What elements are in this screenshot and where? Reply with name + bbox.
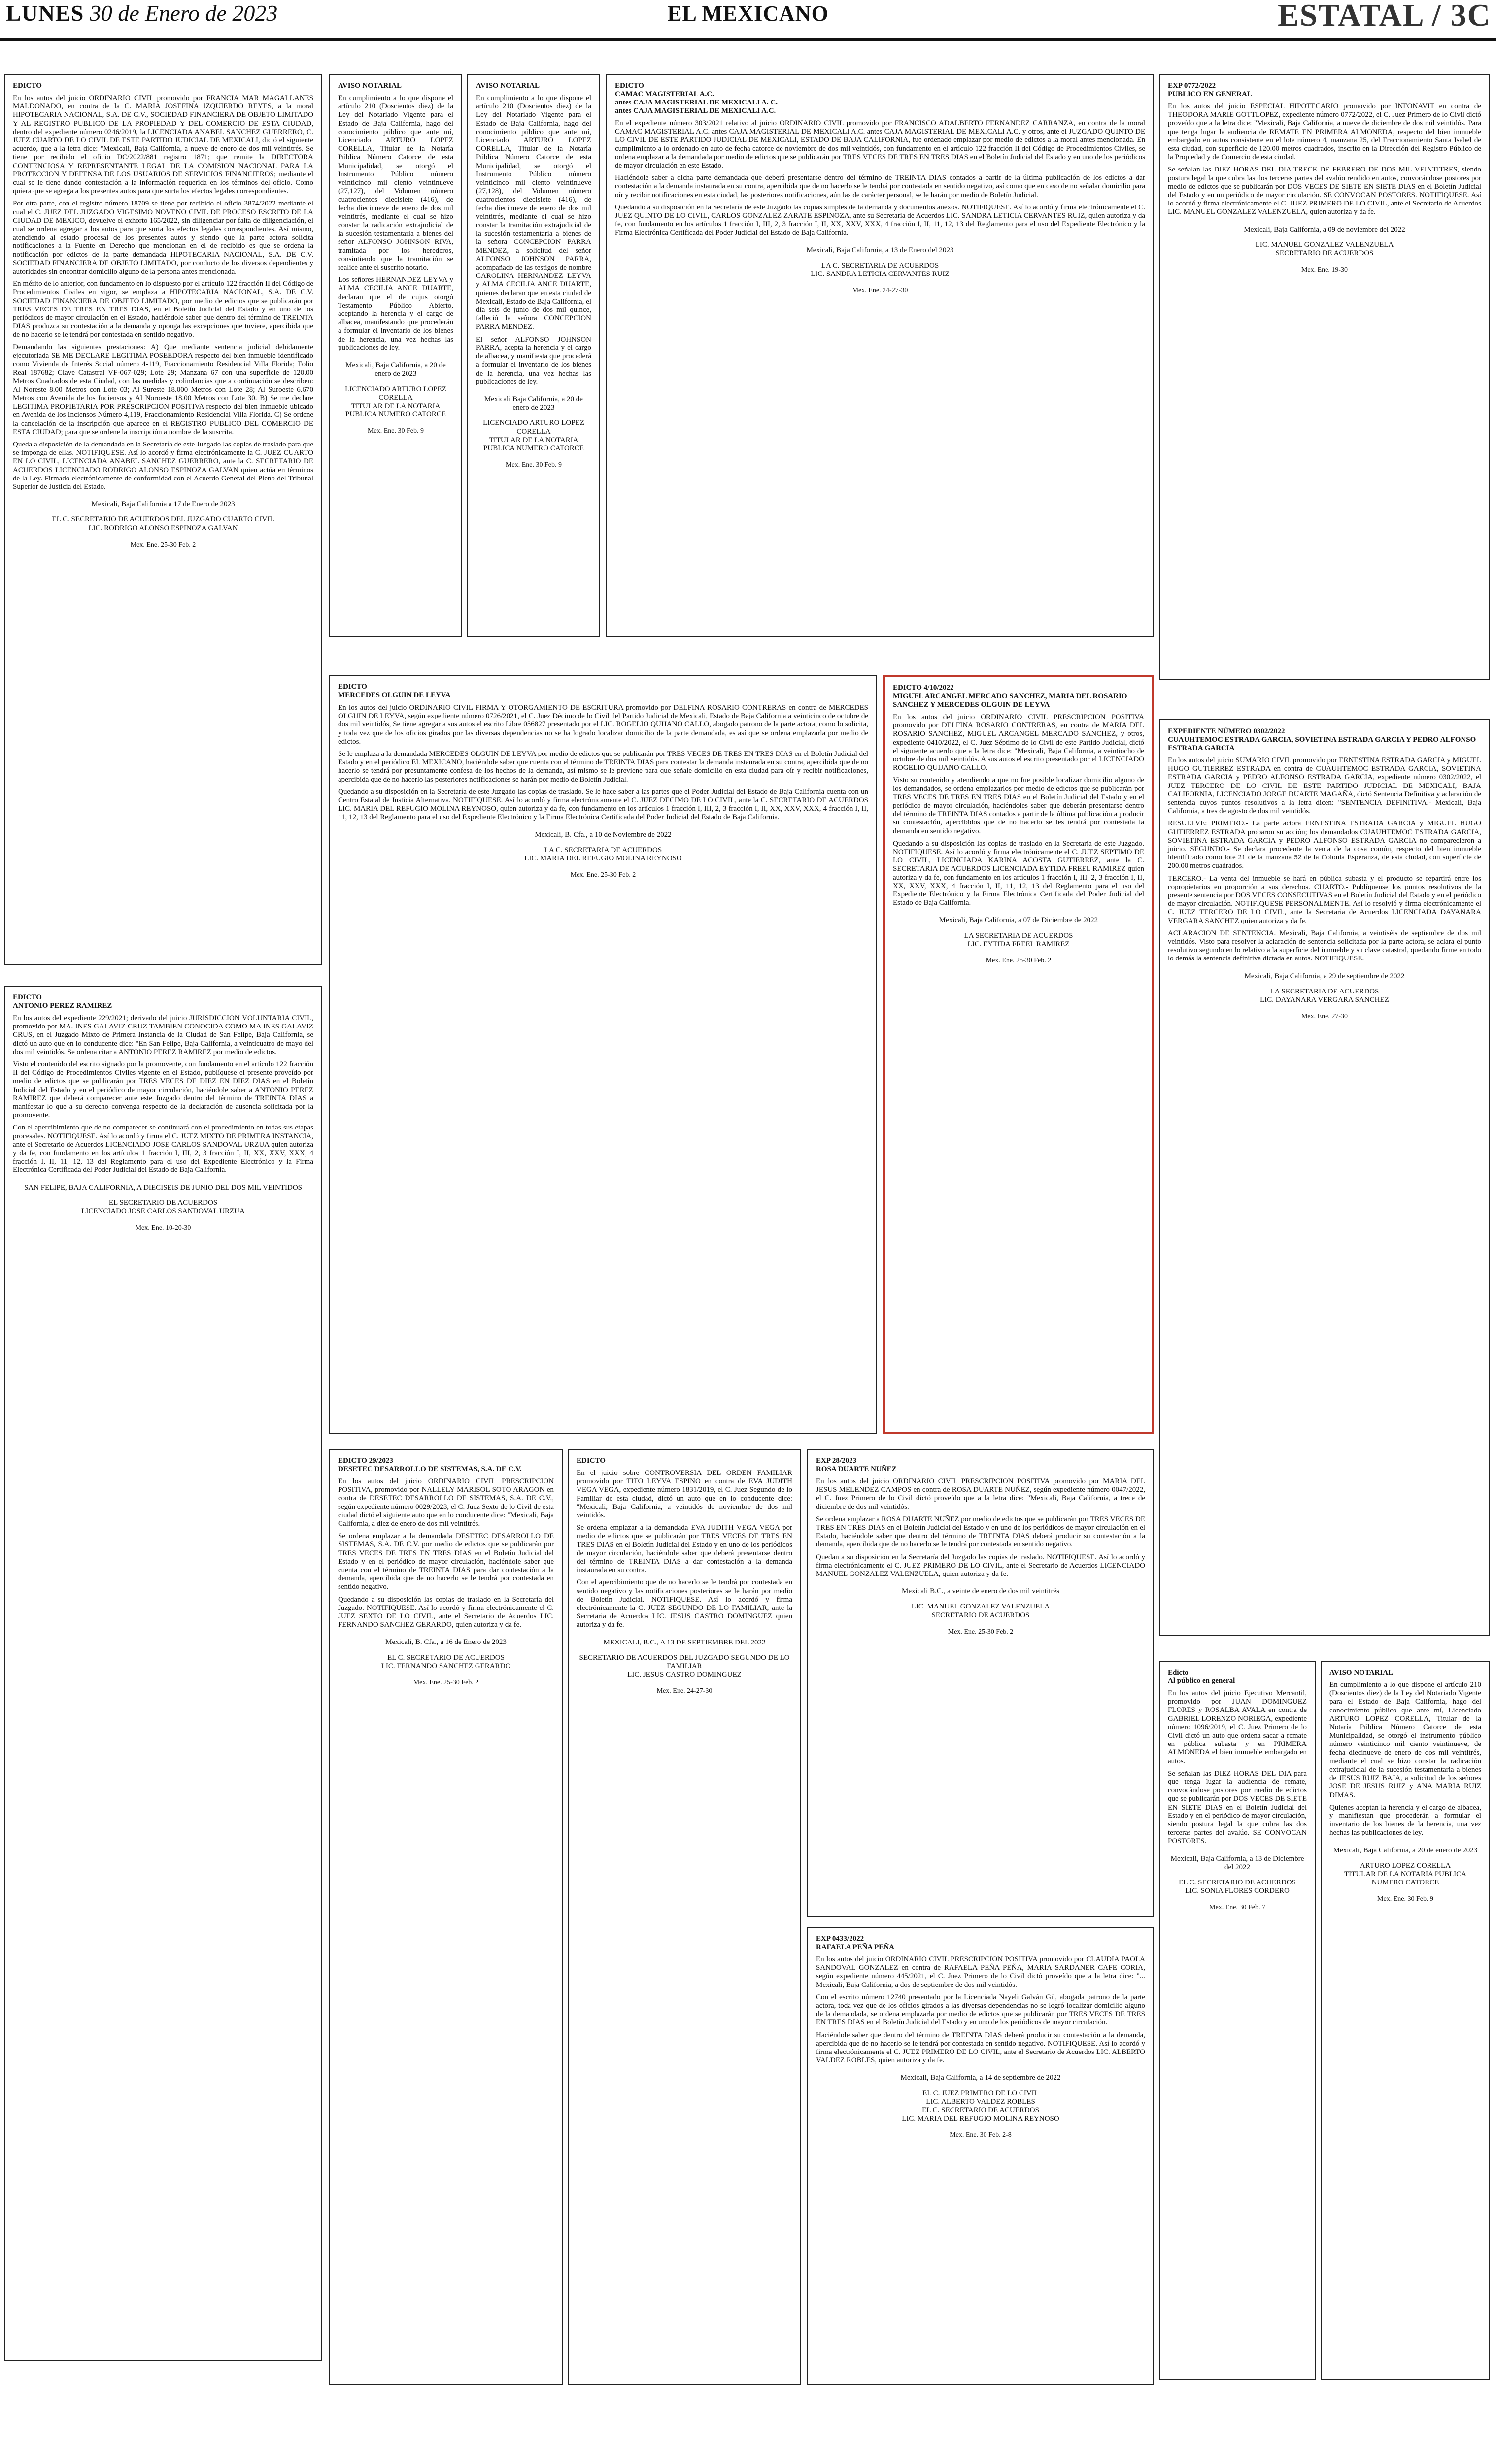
notice-heading [1168,1669,1307,1685]
notice-heading [816,1457,1145,1473]
notice-place-date: Mexicali, Baja California, a 20 de enero de 2023 [345,361,446,378]
notice-signature [13,1199,313,1216]
notice-place-date: Mexicali, Baja California a 17 de Enero de 2023 [91,500,235,509]
notice-paragraph: En los autos del juicio ORDINARIO CIVIL PRESCRIPCION POSITIVA promovido por CLAUDIA PAOLA SANDOVAL GONZALEZ en contra de RAFAELA PEÑA PEÑA, MARIA SARDANER CAFE CORIA, según expediente número 445/2021, el C. Juez Primero de lo Civil dictó proveído que a la letra dice: "... Mexicali, Baja California, a dos de septiembre de dos mil veintidós. [816,1955,1145,1989]
legal-notice [568,1449,801,2385]
notice-paragraph: Demandando las siguientes prestaciones: A) Que mediante sentencia judicial debidamente ejecutoriada SE ME DECLARE LEGITIMA POSEEDORA respecto del bien inmueble identificado como Vivienda de Interés Social número 4-119, Fraccionamiento Residencial Villa Florida; Folio Real 187682; Clave Catastral VF-067-029; Lote 29; Manzana 67 con una superficie de 120.00 Metros Cuadrados de esta Ciudad, con las medidas y colindancias que a continuación se describen: Al Noreste 8.00 Metros con Lote 03; Al Sureste 18.000 Metros con Lote 28; Al Suroeste 6.670 Metros con Avenida de los Inciensos y Al Noroeste 18.00 Metros con Lote 30. B) Se me declare LEGITIMA PROPIETARIA POR PRESCRIPCION POSITIVA respecto del bien inmueble ubicado en Avenida de los Inciensos Número 4,119, Fraccionamiento Residencial Villa Florida. C) Se ordene la cancelación de la inscripción que aparece en el REGISTRO PUBLICO DEL COMERCIO DE ESTA CIUDAD; para que se ordene la inscripción a nombre de la suscrita. [13,343,313,436]
notice-signature [1168,1879,1307,1895]
notice-heading-line: antes CAJA MAGISTERIAL DE MEXICALI A.C. [615,107,776,115]
signature-line: EL C. JUEZ PRIMERO DE LO CIVIL [922,2089,1039,2097]
publication-dates: Mex. Ene. 30 Feb. 9 [506,461,562,469]
notice-heading [577,1457,792,1465]
notice-paragraph: Quedando a su disposición en la Secretaría de este Juzgado las copias de traslado. Se le hace saber a las partes que el Poder Judicial del Estado de Baja California cuenta con un Centro Estatal de Justicia Alternativa. NOTIFIQUESE. Así lo acordó y firma electrónicamente el C. JUEZ DECIMO DE LO CIVIL, ante la C. SECRETARIO DE ACUERDOS LIC. MARIA DEL REFUGIO MOLINA REYNOSO, quien autoriza y da fe, con fundamento en los artículos 1 fracción I, III, 2, 3 fracción I, II, XX, XXV, XXX, 4 fracción I, II, 11, 12, 13 del Reglamento para el uso del Expediente Electrónico y la Firma Electrónica Certificada del Poder Judicial del Estado de Baja California. [338,787,868,821]
notice-place-date: Mexicali, B. Cfa., a 16 de Enero de 2023 [385,1638,507,1646]
notice-paragraph: Visto su contenido y atendiendo a que no fue posible localizar domicilio alguno de los demandados, se ordena emplazarlos por medio de edictos que se publicarán por TRES VECES DE TRES EN TRES DIAS en el Boletín Judicial del Estado y en el periódico de mayor circulación, haciéndoles saber que deberán presentarse dentro del término de TREINTA DIAS contados a partir de la última publicación a producir su contestación, apercibidos que de no hacerlo se les tendrá por contestada la demanda en sentido negativo. [893,776,1144,835]
notice-heading-line: AVISO NOTARIAL [1329,1669,1394,1677]
signature-line: LIC. MANUEL GONZALEZ VALENZUELA [1255,240,1394,249]
signature-line: LIC. ALBERTO VALDEZ ROBLES [926,2097,1035,2106]
notice-paragraph: En los autos del juicio ORDINARIO CIVIL FIRMA Y OTORGAMIENTO DE ESCRITURA promovido por DELFINA ROSARIO CONTRERAS en contra de MERCEDES OLGUIN DE LEYVA, según expediente número 0726/2021, el C. Juez Décimo de lo Civil del Partido Judicial de Mexicali, Estado de Baja California a veinticinco de octubre de dos mil veintidós, Se tiene agregar a sus autos el escrito Libre 056827 presentado por el LIC. ROGELIO QUIJANO CALLO, abogado patrono de la parte actora, como lo solicita, y toda vez que de los oficios girados por las diversas dependencias no se ha logrado localizar domicilio de la parte demandada, es así que se ordena emplazarla por medio de edictos. [338,704,868,746]
publication-dates: Mex. Ene. 30 Feb. 9 [1377,1895,1433,1903]
notice-heading-line: AVISO NOTARIAL [476,82,540,90]
issue-date-text: 30 de Enero de 2023 [89,0,278,26]
publication-dates: Mex. Ene. 25-30 Feb. 2 [948,1628,1014,1636]
notice-paragraph: En cumplimiento a lo que dispone el artículo 210 (Doscientos diez) de la Ley del Notariado Vigente para el Estado de Baja California, hago del conocimiento público que ante mí, Licenciado ARTURO LOPEZ CORELLA, Titular de la Notaría Pública Número Catorce de esta Municipalidad, se otorgó el instrumento público número veinticinco mil ciento veintinueve, de fecha diecinueve de enero de dos mil veintitrés, mediante el cual se hizo constar la radicación extrajudicial de la sucesión testamentaria a bienes de JESUS RUIZ BAJA, a solicitud de los señores JOSE DE JESUS RUIZ y ANA MARIA RUIZ DIMAS. [1329,1681,1481,1799]
legal-notice [807,1449,1154,1917]
notice-heading [13,82,313,90]
notice-paragraph: Haciéndole saber a dicha parte demandada que deberá presentarse dentro del término de TREINTA DIAS contados a partir de la última publicación de los edictos a dar contestación a la demanda instaurada en su contra, apercibida que de no hacerlo se le tendrá por contestada en sentido negativo, así como que en caso de no señalar domicilio para oír y recibir notificaciones en esta ciudad, las posteriores notificaciones, aún las de carácter personal, se le harán por medio de Boletín Judicial. [615,174,1145,199]
signature-line: LIC. SANDRA LETICIA CERVANTES RUIZ [811,270,950,278]
notice-paragraph: TERCERO.- La venta del inmueble se hará en pública subasta y el producto se repartirá entre los copropietarios en proporción a sus derechos. CUARTO.- Publíquense los puntos resolutivos de la presente sentencia por DOS VECES CONSECUTIVAS en el Boletín Judicial del Estado y en el periódico de mayor circulación. NOTIFIQUESE PERSONALMENTE. Así lo resolvió y firma electrónicamente el C. JUEZ TERCERO DE LO CIVIL, ante la Secretaria de Acuerdos LICENCIADA DAYANARA VERGARA SANCHEZ quien autoriza y da fe. [1168,874,1481,925]
notice-paragraph: Queda a disposición de la demandada en la Secretaría de este Juzgado las copias de traslado para que se imponga de ellas. NOTIFIQUESE. Así lo acordó y firma electrónicamente la C. JUEZ CUARTO EN LO CIVIL, LICENCIADA ANABEL SANCHEZ GUERRERO, ante la C. SECRETARIO DE ACUERDOS LICENCIADO RODRIGO ALONSO ESPINOZA GALVAN quien actúa en términos de la Ley. Firmado electrónicamente de conformidad con el Acuerdo General del Pleno del Tribunal Superior de Justicia del Estado. [13,440,313,491]
publication-dates: Mex. Ene. 25-30 Feb. 2 [130,541,196,548]
publication-dates: Mex. Ene. 30 Feb. 9 [368,427,424,435]
notice-heading [1168,727,1481,753]
signature-line: LIC. MARIA DEL REFUGIO MOLINA REYNOSO [902,2115,1059,2123]
notice-heading [338,1457,554,1473]
publication-dates: Mex. Ene. 25-30 Feb. 2 [413,1679,479,1687]
notice-paragraph: En el expediente número 303/2021 relativo al juicio ORDINARIO CIVIL promovido por FRANCISCO ADALBERTO FERNANDEZ CARRANZA, en contra de la moral CAMAC MAGISTERIAL A.C. antes CAJA MAGISTERIAL DE MEXICALI A.C. antes CAJA MAGISTERIAL DE MEXICALI A.C. y otros, ante el JUZGADO QUINTO DE LO CIVIL DE ESTE PARTIDO JUDICIAL DE MEXICALI, ESTADO DE BAJA CALIFORNIA, fue ordenado emplazar por medio de edictos a la moral antes mencionada. En cumplimiento a lo ordenado en auto de fecha catorce de noviembre de dos mil veintidós, con fundamento en el artículo 122 fracción II del Código de Procedimientos Civiles, se ordena emplazar a la demandada por medio de edictos que se publicarán por TRES VECES DE TRES EN TRES DIAS en el Boletín Judicial del Estado y en uno de los periódicos de mayor circulación en este Estado. [615,119,1145,170]
notice-paragraph: Quedando a su disposición las copias de traslado en la Secretaría del Juzgado. NOTIFIQUESE. Así lo acordó y firma electrónicamente el C. JUEZ SEXTO DE LO CIVIL, ante el Secretario de Acuerdos LIC. FERNANDO SANCHEZ GERARDO, quien autoriza y da fe. [338,1595,554,1629]
publication-dates: Mex. Ene. 27-30 [1301,1013,1348,1021]
notice-paragraph: Se ordena emplazar a ROSA DUARTE NUÑEZ por medio de edictos que se publicarán por TRES VECES DE TRES EN TRES DIAS en el Boletín Judicial del Estado y en uno de los periódicos de mayor circulación en el Estado, haciéndole saber que dentro del término de TREINTA DIAS deberá producir su contestación a la demanda, apercibida que de no hacerlo se le tendrá por contestada en sentido negativo. [816,1515,1145,1549]
notice-heading-line: AVISO NOTARIAL [338,82,402,90]
notice-paragraph: RESUELVE: PRIMERO.- La parte actora ERNESTINA ESTRADA GARCIA y MIGUEL HUGO GUTIERREZ ESTRADA probaron su acción; los demandados CUAUHTEMOC ESTRADA GARCIA, SOVIETINA ESTRADA GARCIA y PEDRO ALFONSO ESTRADA GARCIA no comparecieron a juicio. SEGUNDO.- Se declara procedente la venta de la cosa común, respecto del bien inmueble identificado como lote 21 de la manzana 52 de la Colonia Esperanza, de esta ciudad, con superficie de 200.00 metros cuadrados. [1168,820,1481,870]
notice-paragraph: ACLARACION DE SENTENCIA. Mexicali, Baja California, a veintiséis de septiembre de dos mil veintidós. Visto para resolver la aclaración de sentencia solicitada por la parte actora, se aclara el punto resolutivo segundo en lo relativo a la superficie del inmueble y su clave catastral, quedando firme en todo lo demás la sentencia definitiva dictada en autos. NOTIFIQUESE. [1168,929,1481,963]
notice-heading-line: CAMAC MAGISTERIAL A.C. [615,90,714,98]
notice-heading-line: antes CAJA MAGISTERIAL DE MEXICALI A. C. [615,99,778,106]
notice-signature [1168,241,1481,258]
notice-paragraph: En los autos del juicio Ejecutivo Mercantil, promovido por JUAN DOMINGUEZ FLORES y ROSALBA AVALA en contra de GABRIEL LORENZO NORIEGA, expediente número 1096/2019, el C. Juez Primero de lo Civil dictó un auto que ordena sacar a remate en pública subasta y en PRIMERA ALMONEDA el bien inmueble embargado en autos. [1168,1689,1307,1765]
signature-line: LA C. SECRETARIA DE ACUERDOS [821,261,939,270]
publication-dates: Mex. Ene. 10-20-30 [135,1224,191,1232]
legal-notice [807,1927,1154,2385]
notice-heading [13,993,313,1010]
notice-paragraph: Con el escrito número 12740 presentado por la Licenciada Nayeli Galván Gil, abogada patrono de la parte actora, toda vez que de los oficios girados a las diversas dependencias no se logró localizar domicilio alguno de la demandada, se ordena emplazarla por medio de edictos que se publicarán por TRES VECES DE TRES EN TRES DIAS en el Boletín Judicial del Estado y en uno de los periódicos de mayor circulación. [816,1993,1145,2027]
notice-heading-line: EDICTO 29/2023 [338,1457,393,1465]
signature-line: EL C. SECRETARIO DE ACUERDOS DEL JUZGADO CUARTO CIVIL [52,515,274,524]
notice-body [1168,103,1481,217]
notice-signature [338,385,453,419]
notice-paragraph: Con el apercibimiento que de no hacerlo se le tendrá por contestada en sentido negativo y las notificaciones posteriores se le harán por medio de Boletín Judicial. NOTIFIQUESE. Así lo acordó y firma electrónicamente la C. JUEZ SEGUNDO DE LO FAMILIAR, ante la Secretaria de Acuerdos LIC. JESUS CASTRO DOMINGUEZ quien autoriza y da fe. [577,1578,792,1629]
notice-paragraph: Se ordena emplazar a la demandada EVA JUDITH VEGA VEGA por medio de edictos que se publicarán por TRES VECES DE TRES EN TRES DIAS en el Boletín Judicial del Estado y en uno de los periódicos de mayor circulación, haciéndole saber que deberá presentarse dentro del término de TREINTA DIAS a dar contestación a la demanda instaurada en su contra. [577,1524,792,1574]
notice-place-date: Mexicali, Baja California, a 13 de Enero del 2023 [806,246,954,254]
publication-dates: Mex. Ene. 25-30 Feb. 2 [986,957,1052,965]
notice-signature [338,846,868,863]
signature-line: SECRETARIO DE ACUERDOS [1275,249,1374,258]
signature-line: TITULAR DE LA NOTARIA PUBLICA NUMERO CATORCE [483,436,584,452]
signature-line: SECRETARIO DE ACUERDOS DEL JUZGADO SEGUNDO DE LO FAMILIAR [579,1653,790,1671]
signature-line: LICENCIADO ARTURO LOPEZ CORELLA [483,419,584,436]
notice-signature [893,932,1144,949]
legal-notice [329,74,462,637]
notice-heading-line: EDICTO [13,993,42,1001]
signature-line: SECRETARIO DE ACUERDOS [931,1611,1030,1619]
legal-notice [1159,719,1490,1636]
notice-heading [1329,1669,1481,1677]
signature-line: LIC. MARIA DEL REFUGIO MOLINA REYNOSO [524,855,682,863]
notice-signature [577,1654,792,1679]
issue-day: LUNES [6,0,84,26]
section-label: ESTATAL / 3C [1278,0,1491,33]
notice-heading [816,1935,1145,1951]
page-header [0,0,1496,42]
notice-heading-line: PUBLICO EN GENERAL [1168,90,1252,98]
notice-paragraph: Quedando a su disposición en la Secretaría de este Juzgado las copias simples de la demanda y documentos anexos. NOTIFIQUESE. Así lo acordó y firma electrónicamente el C. JUEZ QUINTO DE LO CIVIL, CARLOS GONZALEZ ZARATE ESPINOZA, ante su Secretaria de Acuerdos LIC. SANDRA LETICIA CERVANTES RUIZ, quien autoriza y da fe, con fundamento en los artículos 1 fracción I, III, 2, 3 fracción I, II, XX, XXV, XXX, 4 fracción I, II, 11, 12, 13 del Reglamento para el uso del Expediente Electrónico y la Firma Electrónica Certificada del Poder Judicial del Estado de Baja California. [615,203,1145,237]
notice-body [577,1469,792,1630]
legal-notice [329,1449,563,2385]
notice-heading-line: EDICTO 4/10/2022 [893,684,954,692]
publication-dates: Mex. Ene. 25-30 Feb. 2 [570,871,636,879]
notice-heading-line: Edicto [1168,1669,1189,1677]
notice-body [1329,1681,1481,1838]
notice-place-date: Mexicali, Baja California, a 14 de septiembre de 2022 [900,2074,1061,2082]
notice-body [816,1955,1145,2065]
notice-heading-line: EXPEDIENTE NÚMERO 0302/2022 [1168,727,1285,735]
signature-line: LIC. MANUEL GONZALEZ VALENZUELA [911,1603,1050,1611]
notice-paragraph: Se le emplaza a la demandada MERCEDES OLGUIN DE LEYVA por medio de edictos que se publicarán por TRES VECES DE TRES EN TRES DIAS en el Boletín Judicial del Estado y en el periódico EL MEXICANO, haciéndole saber que cuenta con el término de TREINTA DIAS para contestar la demanda instaurada en su contra, apercibida que de no hacerlo se tendrá por presuntamente confesa de los hechos de la demanda, así mismo se le previene para que señale domicilio en esta ciudad para oír y recibir notificaciones, apercibida que de no hacerlo las posteriores notificaciones se harán por medio de Boletín Judicial. [338,750,868,784]
notice-paragraph: Se ordena emplazar a la demandada DESETEC DESARROLLO DE SISTEMAS, S.A. DE C.V. por medio de edictos que se publicarán por TRES VECES DE TRES EN TRES DIAS en el Boletín Judicial del Estado y en el periódico de mayor circulación, haciéndole saber que cuenta con el término de TREINTA DIAS para dar contestación a la demanda, apercibida que de no hacerlo se le tendrá por contestada en sentido negativo. [338,1532,554,1591]
notice-heading-line: MIGUEL ARCANGEL MERCADO SANCHEZ, MARIA DEL ROSARIO SANCHEZ Y MERCEDES OLGUIN DE LEYVA [893,692,1127,709]
notice-heading-line: EDICTO [13,82,42,90]
notice-place-date: MEXICALI, B.C., A 13 DE SEPTIEMBRE DEL 2022 [603,1638,766,1646]
notice-heading-line: DESETEC DESARROLLO DE SISTEMAS, S.A. DE C.V. [338,1465,522,1473]
notice-body [1168,1689,1307,1846]
notice-heading-line: Al público en general [1168,1677,1235,1685]
legal-notice [883,675,1154,1434]
legal-notice [1159,1661,1316,2380]
signature-line: LA C. SECRETARIA DE ACUERDOS [544,846,662,854]
signature-line: EL C. SECRETARIO DE ACUERDOS [387,1653,505,1662]
notice-paragraph: Se señalan las DIEZ HORAS DEL DIA TRECE DE FEBRERO DE DOS MIL VEINTITRES, siendo postura legal la que cubra las dos terceras partes del avalúo rendido en autos, convocándose postores por medio de edictos que se publicarán por DOS VECES DE SIETE EN SIETE DIAS en el Boletín Judicial del Estado y en un periódico de mayor circulación. SE CONVOCAN POSTORES. NOTIFIQUESE. Así lo acordó y firma electrónicamente el C. JUEZ PRIMERO DE LO CIVIL, ante el Secretario de Acuerdos LIC. MANUEL GONZALEZ VALENZUELA, quien autoriza y da fe. [1168,166,1481,216]
notice-heading [1168,82,1481,99]
notice-heading [338,683,868,700]
signature-line: TITULAR DE LA NOTARIA PUBLICA NUMERO CATORCE [345,402,446,419]
notice-place-date: Mexicali, Baja California, a 09 de noviembre del 2022 [1244,225,1405,234]
notice-heading-line: EXP 0433/2022 [816,1935,864,1943]
notice-paragraph: En los autos del juicio ESPECIAL HIPOTECARIO promovido por INFONAVIT en contra de THEODORA MARIE GOTTLOPEZ, expediente número 0772/2022, el C. Juez Primero de lo Civil dictó proveído que a la letra dice: "Mexicali, Baja California, a nueve de diciembre de dos mil veintidós. Para que tenga lugar la audiencia de REMATE EN PRIMERA ALMONEDA, respecto del bien inmueble embargado en autos consistente en el lote número 4, manzana 25, del Fraccionamiento Santa Isabel de esta ciudad, con superficie de 120.00 metros cuadrados, inscrito en la Dirección del Registro Público de la Propiedad y de Comercio de esta ciudad. [1168,103,1481,162]
legal-notice [1159,74,1490,680]
notice-body [816,1477,1145,1578]
signature-line: EL SECRETARIO DE ACUERDOS [108,1198,218,1207]
signature-line: LIC. SONIA FLORES CORDERO [1185,1887,1290,1895]
signature-line: LIC. FERNANDO SANCHEZ GERARDO [381,1662,511,1670]
notice-paragraph: Visto el contenido del escrito signado por la promovente, con fundamento en el artículo 122 fracción II del Código de Procedimientos Civiles vigente en el Estado, publíquese el presente proveído por medio de edictos que se publicarán por TRES VECES DE DIEZ EN DIEZ DIAS en el Boletín Judicial del Estado y en el periódico de mayor circulación, haciéndole saber a ANTONIO PEREZ RAMIREZ que deberá comparecer ante este Juzgado dentro del término de TREINTA DIAS a manifestar lo que a su derecho convenga respecto de la declaración de ausencia solicitada por la promovente. [13,1061,313,1120]
notice-paragraph: El señor ALFONSO JOHNSON PARRA, acepta la herencia y el cargo de albacea, y manifiesta que procederá a formular el inventario de los bienes de la herencia, una vez hechas las publicaciones de ley. [476,335,591,386]
publication-dates: Mex. Ene. 30 Feb. 2-8 [950,2131,1012,2139]
notice-place-date: Mexicali, Baja California, a 07 de Diciembre de 2022 [939,916,1098,924]
notice-heading-line: EDICTO [615,82,644,90]
notice-body [1168,756,1481,963]
signature-line: LIC. DAYANARA VERGARA SANCHEZ [1260,996,1389,1004]
notice-heading-line: EDICTO [577,1457,606,1465]
notice-heading-line: EXP 0772/2022 [1168,82,1216,90]
legal-notice [606,74,1154,637]
legal-notice [1321,1661,1490,2380]
notice-signature [476,419,591,453]
signature-line: EL C. SECRETARIO DE ACUERDOS [922,2106,1039,2115]
notice-paragraph: En el juicio sobre CONTROVERSIA DEL ORDEN FAMILIAR promovido por TITO LEYVA ESPINO en contra de EVA JUDITH VEGA VEGA, expediente número 1831/2019, el C. Juez Segundo de lo Familiar de esta ciudad, dictó un auto que en lo conducente dice: "Mexicali, Baja California, a veintidós de noviembre de dos mil veintidós. [577,1469,792,1520]
signature-line: LIC. JESUS CASTRO DOMINGUEZ [627,1671,742,1679]
notice-body [13,1014,313,1175]
notice-paragraph: En cumplimiento a lo que dispone el artículo 210 (Doscientos diez) de la Ley del Notariado Vigente para el Estado de Baja California, hago del conocimiento público que ante mí, Licenciado ARTURO LOPEZ CORELLA, Titular de la Notaría Pública Número Catorce de esta Municipalidad, se otorgó el Instrumento Público número veinticinco mil ciento veintinueve (27,128), del Volumen número cuatrocientos diecisiete (416), de fecha diecinueve de enero de dos mil veintitrés, mediante el cual se hizo constar la tramitación extrajudicial de la sucesión testamentaria a bienes de la señora CONCEPCION PARRA MENDEZ, a solicitud del señor ALFONSO JOHNSON PARRA, acompañado de las testigos de nombre CAROLINA HERNANDEZ LEYVA y ALMA CECILIA ANCE DUARTE, quienes declaran que en esta ciudad de Mexicali, Estado de Baja California, el día seis de junio de dos mil quince, falleció la señora CONCEPCION PARRA MENDEZ. [476,94,591,331]
notice-paragraph: En los autos del juicio ORDINARIO CIVIL promovido por FRANCIA MAR MAGALLANES MALDONADO, en contra de la C. MARIA JOSEFINA IZQUIERDO REYES, a la moral HIPOTECARIA NACIONAL, S.A. DE C.V., SOCIEDAD FINANCIERA DE OBJETO LIMITADO Y AL REGISTRO PUBLICO DE LA PROPIEDAD Y DEL COMERCIO DE ESTA CIUDAD, dentro del expediente número 0246/2019, la LICENCIADA ANABEL SANCHEZ GUERRERO, C. JUEZ CUARTO DE LO CIVIL DE ESTE PARTIDO JUDICIAL DE MEXICALI, dictó el siguiente acuerdo, que a la letra dice: "Mexicali, Baja California, a nueve de enero de dos mil veintitrés. Se tiene por recibido el oficio DC/2022/881 registro 1871; que remite la DIRECTORA CONTENCIOSA Y REPRESENTANTE LEGAL DE LA COMISION NACIONAL PARA LA PROTECCION Y DEFENSA DE LOS USUARIOS DE SERVICIOS FINANCIEROS; mediante el cual se le tiene dando contestación a la información requerida en los términos del oficio. Como quiera que se agrega a los presentes autos para que surta los efectos legales correspondientes. [13,94,313,196]
notice-paragraph: En mérito de lo anterior, con fundamento en lo dispuesto por el artículo 122 fracción II del Código de Procedimientos Civiles en vigor, se emplaza a HIPOTECARIA NACIONAL, S.A. DE C.V. SOCIEDAD FINANCIERA DE OBJETO LIMITADO, por medio de edictos que se publicarán por TRES VECES DE TRES EN TRES DIAS, en el Boletín Judicial del Estado y en uno de los periódicos de mayor circulación en el Estado, haciéndole saber que dentro del término de TREINTA DIAS produzca su contestación a la demanda y oponga las excepciones que tuviere, apercibida que de no hacerlo se le tendrá por contestada en sentido negativo. [13,280,313,339]
signature-line: LA SECRETARIA DE ACUERDOS [1270,987,1379,995]
signature-line: LA SECRETARIA DE ACUERDOS [964,931,1073,940]
notice-paragraph: Quedan a su disposición en la Secretaría del Juzgado las copias de traslado. NOTIFIQUESE. Así lo acordó y firma electrónicamente el C. JUEZ PRIMERO DE LO CIVIL, ante el Secretario de Acuerdos LICENCIADO MANUEL GONZALEZ VALENZUELA, quien autoriza y da fe. [816,1553,1145,1578]
notice-paragraph: Los señores HERNANDEZ LEYVA y ALMA CECILIA ANCE DUARTE, declaran que el de cujus otorgó Testamento Público Abierto, aceptando la herencia y el cargo de albacea, manifestando que procederán a formular el inventario de los bienes de la herencia, una vez hechas las publicaciones de ley. [338,276,453,352]
notice-heading-line: CUAUHTEMOC ESTRADA GARCIA, SOVIETINA ESTRADA GARCIA Y PEDRO ALFONSO ESTRADA GARCIA [1168,736,1476,752]
signature-line: ARTURO LOPEZ CORELLA [1360,1861,1451,1870]
legal-notice [4,986,322,2361]
notice-heading-line: ANTONIO PEREZ RAMIREZ [13,1002,112,1010]
notice-signature [816,2089,1145,2123]
notice-heading-line: EDICTO [338,683,367,691]
notice-body [893,713,1144,907]
notice-paragraph: Quienes aceptan la herencia y el cargo de albacea, y manifiestan que procederán a formular el inventario de los bienes de la herencia, una vez hechas las publicaciones de ley. [1329,1803,1481,1837]
notice-place-date: Mexicali B.C., a veinte de enero de dos mil veintitrés [902,1587,1059,1596]
legal-notice [4,74,322,965]
notice-body [615,119,1145,238]
signature-line: LIC. RODRIGO ALONSO ESPINOZA GALVAN [88,524,238,532]
notice-paragraph: Quedando a su disposición las copias de traslado en la Secretaría de este Juzgado. NOTIFIQUESE. Así lo acordó y firma electrónicamente el C. JUEZ SEPTIMO DE LO CIVIL, LICENCIADA KARINA ACOSTA GUTIERREZ, ante la C. SECRETARIA DE ACUERDOS LICENCIADA EYTIDA FREEL RAMIREZ quien autoriza y da fe, con fundamento en los artículos 1 fracción I, III, 2, 3 fracción I, II, XX, XXV, XXX, 4 fracción I, II, 11, 12, 13 del Reglamento para el uso del Expediente Electrónico y la Firma Electrónica Certificada del Poder Judicial del Estado de Baja California. [893,839,1144,907]
notice-heading [893,684,1144,709]
signature-line: TITULAR DE LA NOTARIA PUBLICA NUMERO CATORCE [1344,1870,1466,1887]
publication-dates: Mex. Ene. 30 Feb. 7 [1209,1904,1265,1912]
publication-dates: Mex. Ene. 24-27-30 [656,1687,713,1695]
notice-paragraph: En los autos del juicio ORDINARIO CIVIL PRESCRIPCION POSITIVA promovido por MARIA DEL JESUS MELENDEZ CAMPOS en contra de ROSA DUARTE NUÑEZ, según expediente número 0047/2022, el C. Juez Primero de lo Civil dictó proveído que a la letra dice: "Mexicali, Baja California, a trece de diciembre de dos mil veintidós. [816,1477,1145,1511]
notice-paragraph: En los autos del juicio ORDINARIO CIVIL PRESCRIPCION POSITIVA, promovido por NALLELY MARISOL SOTO ARAGON en contra de DESETEC DESARROLLO DE SISTEMAS, S.A. DE C.V., según expediente número 0029/2023, el C. Juez Sexto de lo Civil de esta ciudad dictó el siguiente auto que en lo conducente dice: "Mexicali, Baja California, a diez de enero de dos mil veintitrés. [338,1477,554,1528]
publication-dates: Mex. Ene. 24-27-30 [852,287,908,295]
notice-heading [476,82,591,90]
notice-heading [338,82,453,90]
notice-place-date: SAN FELIPE, BAJA CALIFORNIA, A DIECISEIS DE JUNIO DEL DOS MIL VEINTIDOS [24,1183,303,1192]
notice-paragraph: En los autos del expediente 229/2021; derivado del juicio JURISDICCION VOLUNTARIA CIVIL, promovido por MA. INES GALAVIZ CRUZ TAMBIEN CONOCIDA COMO MA INES GALAVIZ CRUS, en el Juzgado Mixto de Primera Instancia de la Ciudad de San Felipe, Baja California, se dictó un auto que en lo conducente dice: "En San Felipe, Baja California, a veinticuatro de mayo del dos mil veintidós. Se ordena citar a ANTONIO PEREZ RAMIREZ por medio de edictos. [13,1014,313,1056]
notice-heading-line: MERCEDES OLGUIN DE LEYVA [338,691,451,699]
notice-paragraph: En los autos del juicio ORDINARIO CIVIL PRESCRIPCION POSITIVA promovido por DELFINA ROSARIO CONTRERAS, en contra de MARIA DEL ROSARIO SANCHEZ, MIGUEL ARCANGEL MERCADO SANCHEZ, y otros, expediente 0410/2022, el C. Juez Séptimo de lo Civil de este Partido Judicial, dictó el siguiente acuerdo que a la letra dice: "Mexicali, Baja California, a veintiocho de octubre de dos mil veintidós. A sus autos el escrito presentado por el LICENCIADO ROGELIO QUIJANO CALLO. [893,713,1144,772]
notice-body [476,94,591,386]
notice-body [338,94,453,352]
notice-place-date: Mexicali, Baja California, a 13 de Diciembre del 2022 [1170,1854,1304,1871]
notice-place-date: Mexicali, B. Cfa., a 10 de Noviembre de 2022 [535,830,672,839]
notice-heading-line: RAFAELA PEÑA PEÑA [816,1943,894,1951]
notice-paragraph: En cumplimiento a lo que dispone el artículo 210 (Doscientos diez) de la Ley del Notariado Vigente para el Estado de Baja California, hago del conocimiento público que ante mí, Licenciado ARTURO LOPEZ CORELLA, Titular de la Notaría Pública Número Catorce de esta Municipalidad, se otorgó el Instrumento Público número veinticinco mil ciento veintinueve (27,127), del Volumen número cuatrocientos diecisiete (416), de fecha diecinueve de enero de dos mil veintitrés, mediante el cual se hizo constar la radicación extrajudicial de la sucesión testamentaria a bienes del señor ALFONSO JOHNSON RIVA, tramitada por los herederos, consintiendo que la tramitación se realice ante el suscrito notario. [338,94,453,272]
signature-line: LICENCIADO ARTURO LOPEZ CORELLA [345,385,446,402]
notice-paragraph: Por otra parte, con el registro número 18709 se tiene por recibido el oficio 3874/2022 mediante el cual el C. JUEZ DEL JUZGADO VIGESIMO NOVENO CIVIL DE PROCESO ESCRITO DE LA CIUDAD DE MEXICO, devuelve el exhorto 165/2022, sin diligenciar por falta de diligenciación, el cual se ordena agregar a los autos para que surta los efectos legales correspondientes. Así mismo, atendiendo al estado procesal de los presentes autos y siendo que la parte actora solicita notificaciones a la Fuente en Derecho que mencionan en el de recibido es que se ordena la notificación por edictos de la parte demandada HIPOTECARIA NACIONAL, S.A. DE C.V. SOCIEDAD FINANCIERA DE OBJETO LIMITADO, por conducto de los diversos dependientes y autoridades sin encontrar domicilio alguno de la persona antes mencionada. [13,200,313,276]
signature-line: LIC. EYTIDA FREEL RAMIREZ [967,940,1070,948]
notice-place-date: Mexicali, Baja California, a 29 de septiembre de 2022 [1244,972,1405,980]
notice-paragraph: Con el apercibimiento que de no comparecer se continuará con el procedimiento en todas sus etapas procesales. NOTIFIQUESE. Así lo acordó y firma el C. JUEZ MIXTO DE PRIMERA INSTANCIA, ante el Secretario de Acuerdos LICENCIADO JOSE CARLOS SANDOVAL URZUA quien autoriza y da fe, con fundamento en los artículos 1 fracción I, III, 2, 3 fracción I, II, XX, XXV, XXX, 4 fracción I, II, 11, 12, 13 del Reglamento para el uso del Expediente Electrónico y la Firma Electrónica Certificada del Poder Judicial del Estado de Baja California. [13,1124,313,1174]
notice-place-date: Mexicali Baja California, a 20 de enero de 2023 [484,395,583,412]
notice-body [338,1477,554,1629]
notice-signature [13,515,313,532]
notice-signature [816,1603,1145,1619]
notice-signature [1329,1862,1481,1887]
notice-signature [338,1654,554,1671]
notice-place-date: Mexicali, Baja California, a 20 de enero de 2023 [1333,1846,1478,1854]
publication-dates: Mex. Ene. 19-30 [1301,266,1348,274]
notice-heading-line: EXP 28/2023 [816,1457,857,1465]
legal-notice [329,675,877,1434]
notice-paragraph: En los autos del juicio SUMARIO CIVIL promovido por ERNESTINA ESTRADA GARCIA y MIGUEL HUGO GUTIERREZ ESTRADA en contra de CUAUHTEMOC ESTRADA GARCIA, SOVIETINA ESTRADA GARCIA y PEDRO ALFONSO ESTRADA GARCIA, expediente número 0302/2022, el JUEZ TERCERO DE LO CIVIL DE ESTE PARTIDO JUDICIAL DE MEXICALI, BAJA CALIFORNIA, LICENCIADO JORGE DUARTE MAGAÑA, dictó Sentencia Definitiva y aclaración de sentencia cuyos puntos resolutivos a la letra dicen: "SENTENCIA DEFINITIVA.- Mexicali, Baja California, a tres de agosto de dos mil veintidós. [1168,756,1481,816]
notice-paragraph: Haciéndole saber que dentro del término de TREINTA DIAS deberá producir su contestación a la demanda, apercibida que de no hacerlo se le tendrá por contestada en sentido negativo. NOTIFIQUESE. Así lo acordó y firma electrónicamente el C. JUEZ PRIMERO DE LO CIVIL, ante el Secretario de Acuerdos LIC. ALBERTO VALDEZ ROBLES, quien autoriza y da fe. [816,2031,1145,2065]
notice-body [338,704,868,822]
signature-line: EL C. SECRETARIO DE ACUERDOS [1179,1879,1296,1887]
header-rule [0,38,1496,41]
signature-line: LICENCIADO JOSE CARLOS SANDOVAL URZUA [81,1207,245,1216]
legal-notice [467,74,600,637]
notice-signature [615,262,1145,278]
newspaper-name: EL MEXICANO [667,1,829,26]
notice-body [13,94,313,491]
notice-heading [615,82,1145,115]
notice-paragraph: Se señalan las DIEZ HORAS DEL DIA para que tenga lugar la audiencia de remate, convocándose postores por medio de edictos que se publicarán por DOS VECES DE SIETE EN SIETE DIAS en el Boletín Judicial del Estado y en el periódico de mayor circulación, siendo postura legal la que cubra las dos terceras partes del avalúo. SE CONVOCAN POSTORES. [1168,1769,1307,1846]
notice-signature [1168,988,1481,1004]
notice-heading-line: ROSA DUARTE NUÑEZ [816,1465,897,1473]
